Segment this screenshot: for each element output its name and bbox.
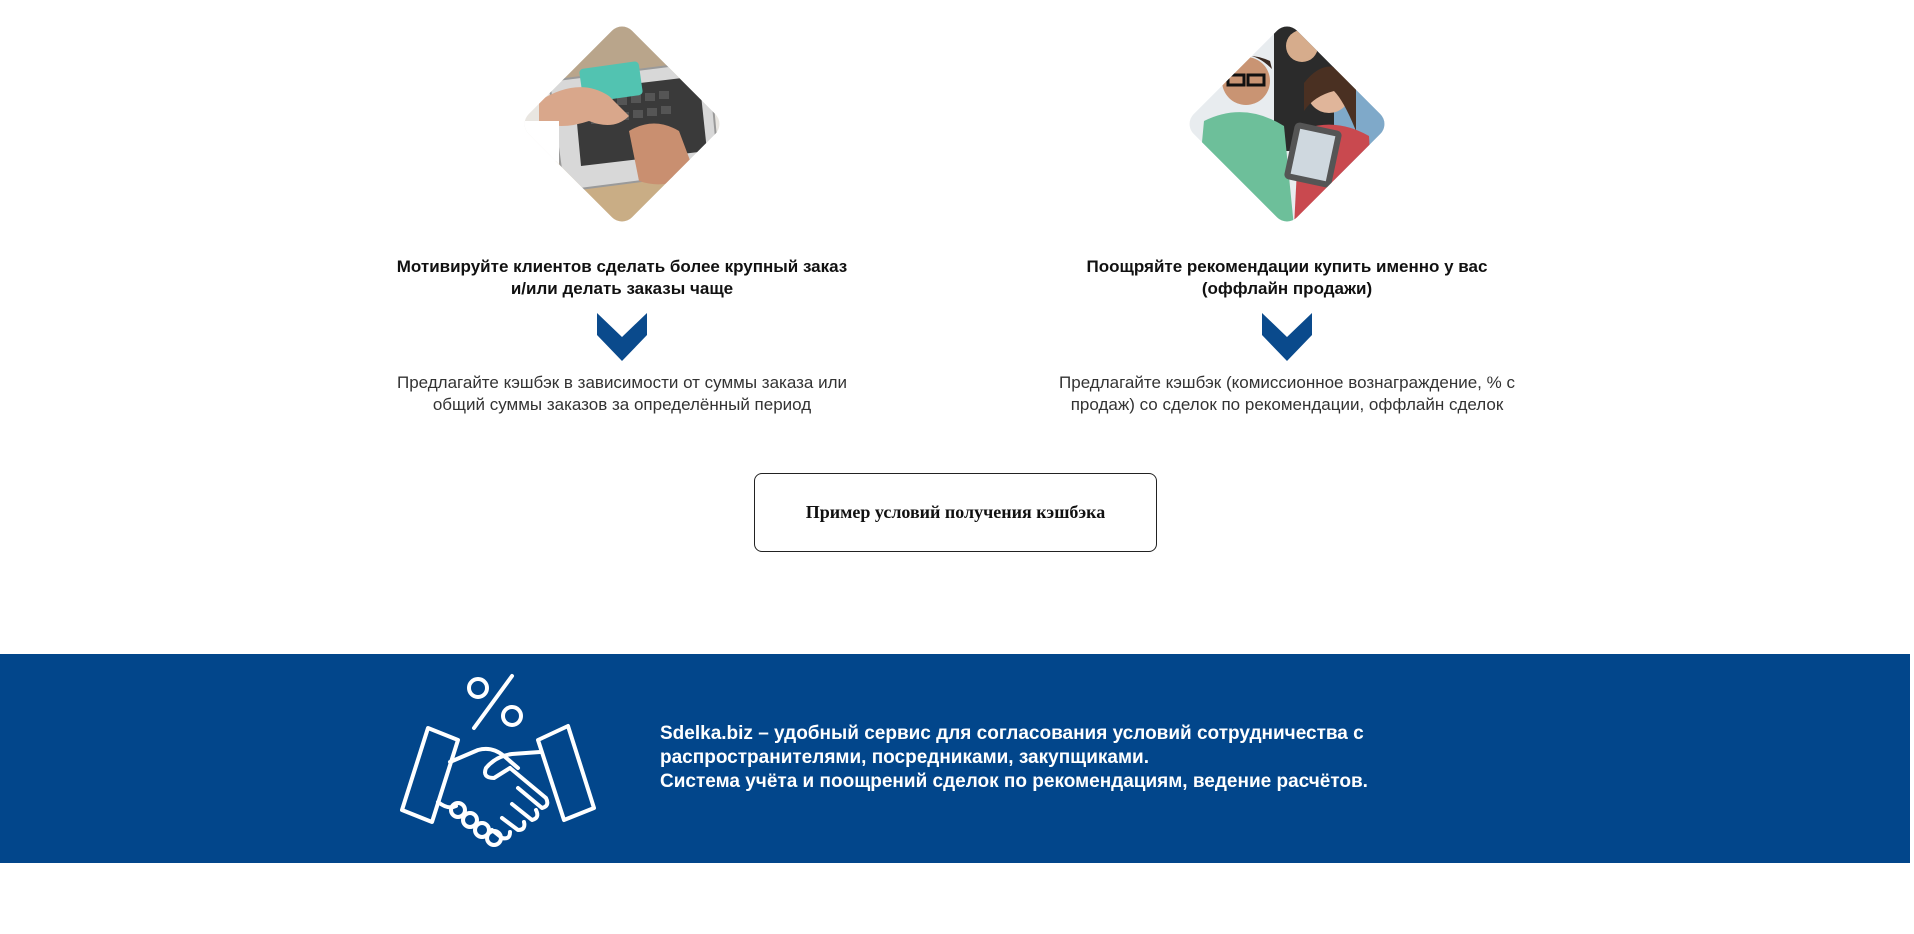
footer-text-line: Sdelka.biz – удобный сервис для согласования условий сотрудничества с — [660, 723, 1364, 744]
feature-title — [1007, 256, 1567, 300]
feature-title — [342, 256, 902, 300]
laptop-payment-image — [519, 21, 725, 227]
feature-description-line: продаж) со сделок по рекомендации, оффлайн сделок — [1070, 395, 1504, 414]
people-with-tablet-image — [1184, 21, 1390, 227]
footer-text-line: распространителями, посредниками, закупщиками. — [660, 747, 1149, 768]
feature-description-line: Предлагайте кэшбэк (комиссионное вознаграждение, % с — [1059, 373, 1515, 392]
feature-title-line: Поощряйте рекомендации купить именно у вас — [1086, 257, 1488, 276]
feature-description-line: общий суммы заказов за определённый период — [432, 395, 812, 414]
chevron-down-icon — [597, 313, 647, 361]
feature-title-line: Мотивируйте клиентов сделать более крупный заказ — [396, 257, 848, 276]
footer-text-line: Система учёта и поощрений сделок по рекомендациям, ведение расчётов. — [660, 771, 1368, 792]
footer-banner — [0, 654, 1910, 863]
feature-description — [342, 372, 902, 416]
chevron-down-icon — [1262, 313, 1312, 361]
feature-description — [1007, 372, 1567, 416]
footer-description — [660, 722, 1520, 794]
feature-description-line: Предлагайте кэшбэк в зависимости от суммы заказа или — [396, 373, 848, 392]
cashback-conditions-button[interactable]: Пример условий получения кэшбэка — [754, 473, 1157, 552]
handshake-percent-icon — [400, 670, 600, 855]
feature-title-line: (оффлайн продажи) — [1201, 279, 1373, 298]
feature-title-line: и/или делать заказы чаще — [510, 279, 734, 298]
